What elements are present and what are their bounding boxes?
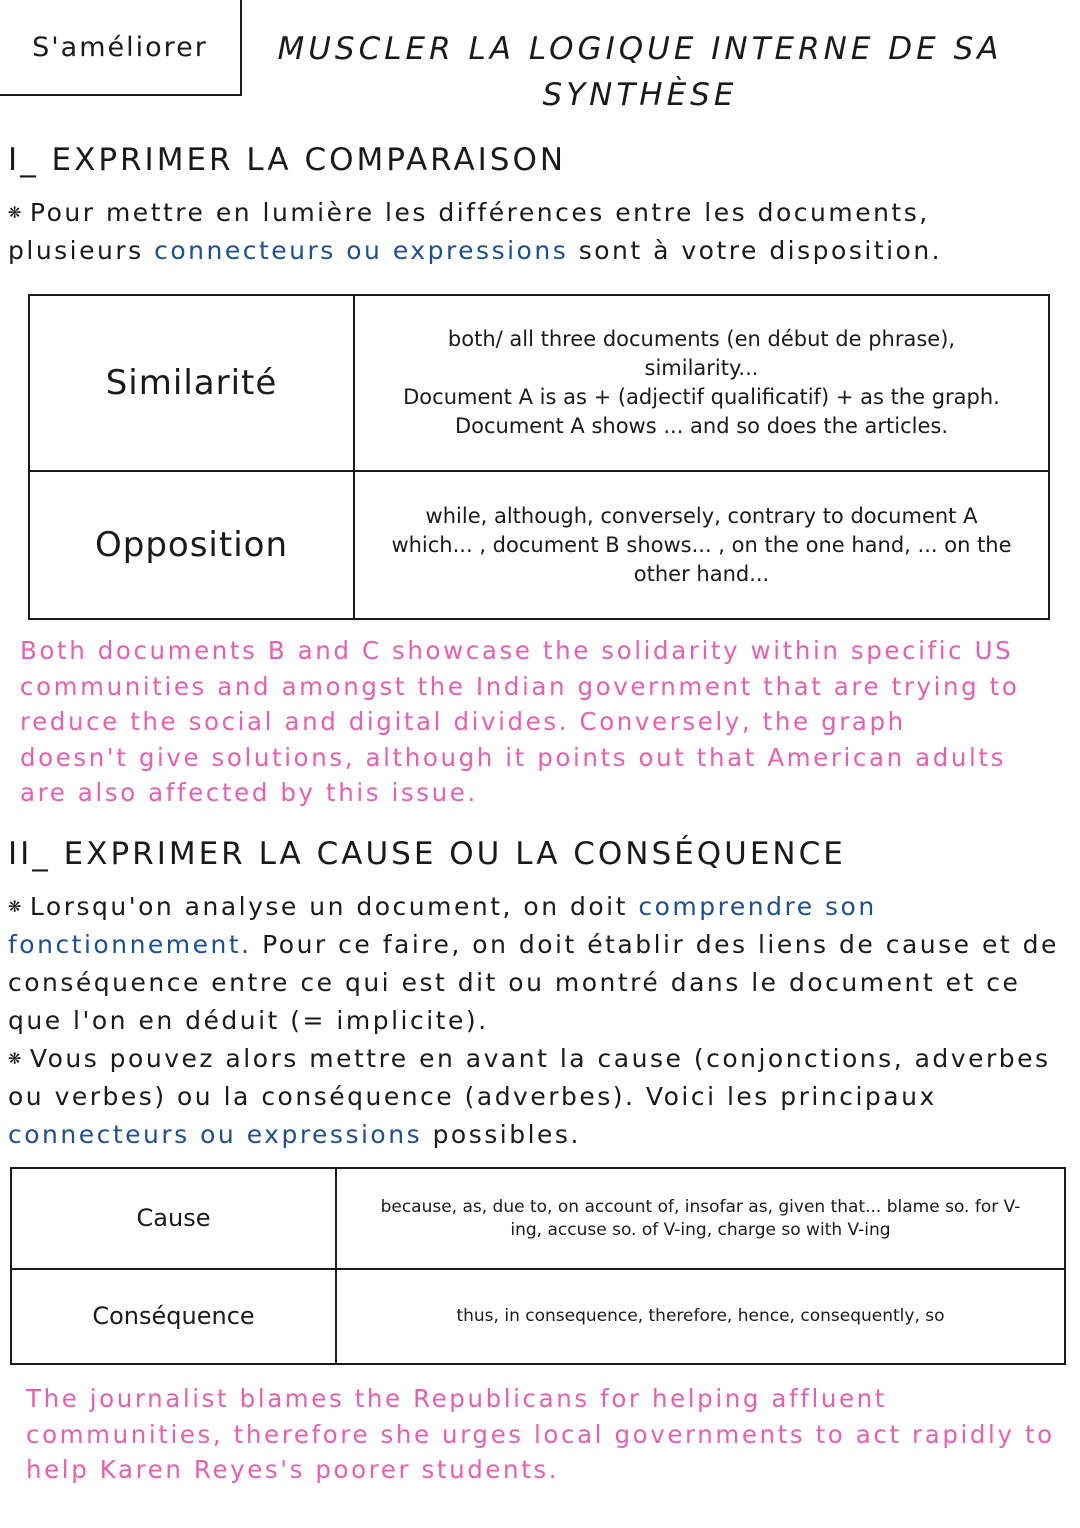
section-1-intro xyxy=(8,194,1072,270)
connector-line: Document A shows ... and so does the articles. xyxy=(454,414,949,438)
section-2-paragraph-2 xyxy=(8,1040,1072,1154)
paragraph-highlight: connecteurs ou expressions xyxy=(8,1120,423,1149)
section-2-title: II_ EXPRIMER LA CAUSE OU LA CONSÉQUENCE xyxy=(8,836,846,872)
connector-line: both/ all three documents (en début de phrase), xyxy=(447,327,956,351)
row-connectors xyxy=(336,1168,1065,1269)
intro-text-end: sont à votre disposition. xyxy=(578,236,943,265)
comparison-example: Both documents B and C showcase the solidarity within specific US communities and amongst the Indian government that are trying to reduce the social and digital divides. Conversely, the graph doesn't give solutions, although it points out that American adults are also affected by this issue. xyxy=(20,636,1020,807)
row-label: Conséquence xyxy=(11,1269,336,1364)
page-title xyxy=(250,26,1030,118)
section-tag: S'améliorer xyxy=(0,0,242,96)
connector-line: similarity... xyxy=(644,356,759,380)
connector-line: ing, accuse so. of V-ing, charge so with V-ing xyxy=(510,1219,891,1240)
table-row xyxy=(11,1168,1065,1269)
intro-text: Pour mettre en lumière les différences entre les documents, plusieurs xyxy=(8,198,930,265)
comparison-table xyxy=(28,294,1050,620)
paragraph-text-end: Pour ce faire, on doit établir des liens de cause et de conséquence entre ce qui est dit ou montré dans le document et ce que l'on en déduit (= implicite). xyxy=(8,930,1059,1035)
paragraph-text: Lorsqu'on analyse un document, on doit xyxy=(29,892,628,921)
row-connectors xyxy=(354,295,1049,471)
row-connectors xyxy=(336,1269,1065,1364)
section-2-paragraph-1 xyxy=(8,888,1072,1040)
paragraph-text-end: possibles. xyxy=(432,1120,581,1149)
connector-line: other hand... xyxy=(633,561,770,586)
connector-line: while, although, conversely, contrary to document A xyxy=(425,503,978,528)
bullet-icon: ❋ xyxy=(8,897,24,916)
row-label: Cause xyxy=(11,1168,336,1269)
table-row xyxy=(29,471,1049,619)
bullet-icon: ❋ xyxy=(8,203,24,222)
page-title-line-2: SYNTHÈSE xyxy=(542,77,738,113)
row-connectors xyxy=(354,471,1049,619)
connector-line: Document A is as + (adjectif qualificatif) + as the graph. xyxy=(403,385,1000,409)
intro-highlight: connecteurs ou expressions xyxy=(154,236,569,265)
page-title-line-1: MUSCLER LA LOGIQUE INTERNE DE SA xyxy=(277,31,1003,67)
row-label: Opposition xyxy=(29,471,354,619)
bullet-icon: ❋ xyxy=(8,1049,24,1068)
connector-line: thus, in consequence, therefore, hence, consequently, so xyxy=(456,1306,945,1326)
cause-consequence-table xyxy=(10,1167,1066,1365)
connector-line: which... , document B shows... , on the one hand, ... on the xyxy=(391,532,1012,557)
table-row xyxy=(11,1269,1065,1364)
section-1-title: I_ EXPRIMER LA COMPARAISON xyxy=(8,142,567,178)
connector-line: because, as, due to, on account of, insofar as, given that... blame so. for V- xyxy=(380,1196,1021,1217)
paragraph-highlight: comprendre son fonctionnement. xyxy=(8,892,877,959)
cause-consequence-example: The journalist blames the Republicans for helping affluent communities, therefore she urges local governments to act rapidly to help Karen Reyes's poorer students. xyxy=(26,1384,1055,1484)
paragraph-text: Vous pouvez alors mettre en avant la cause (conjonctions, adverbes ou verbes) ou la conséquence (adverbes). Voici les principaux xyxy=(8,1044,1051,1111)
row-label: Similarité xyxy=(29,295,354,471)
table-row xyxy=(29,295,1049,471)
